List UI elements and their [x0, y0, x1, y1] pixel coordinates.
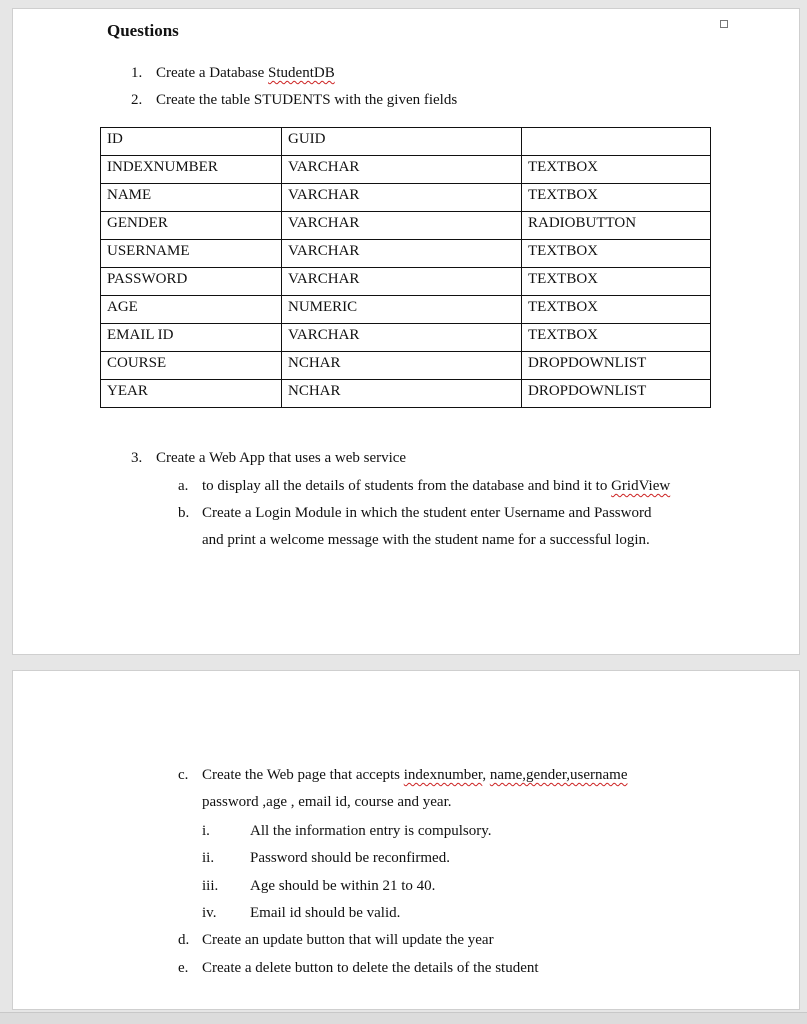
- misspelled-word: indexnumber: [403, 767, 483, 783]
- field-name-cell: GENDER: [101, 212, 282, 240]
- control-type-cell: TEXTBOX: [522, 184, 711, 212]
- sub-item-ii: [202, 849, 450, 867]
- field-type-cell: NCHAR: [282, 352, 522, 380]
- field-name-cell: COURSE: [101, 352, 282, 380]
- list-letter: b.: [178, 505, 190, 521]
- roman-number: iv.: [202, 905, 217, 921]
- question-d: [178, 931, 494, 949]
- table-row: [101, 212, 711, 240]
- roman-number: ii.: [202, 850, 215, 866]
- roman-number: i.: [202, 823, 210, 839]
- table-row: [101, 128, 711, 156]
- list-letter: d.: [178, 932, 190, 948]
- misspelled-word: GridView: [611, 478, 671, 494]
- page-corner-checkbox-icon: [720, 20, 728, 28]
- question-e: [178, 959, 539, 977]
- sub-item-iv: [202, 904, 400, 922]
- field-type-cell: VARCHAR: [282, 184, 522, 212]
- control-type-cell: TEXTBOX: [522, 268, 711, 296]
- list-number: 3.: [131, 450, 143, 466]
- list-letter: c.: [178, 767, 189, 783]
- table-row: [101, 184, 711, 212]
- list-letter: a.: [178, 478, 189, 494]
- field-type-cell: VARCHAR: [282, 240, 522, 268]
- control-type-cell: TEXTBOX: [522, 324, 711, 352]
- table-row: [101, 380, 711, 408]
- viewer-bottom-bar: [0, 1012, 807, 1024]
- question-3a: [178, 477, 670, 495]
- separator-text: ,: [482, 767, 490, 783]
- control-type-cell: DROPDOWNLIST: [522, 380, 711, 408]
- control-type-cell: TEXTBOX: [522, 296, 711, 324]
- control-type-cell: RADIOBUTTON: [522, 212, 711, 240]
- question-text: Create a Login Module in which the student enter Username and Password: [202, 505, 652, 521]
- control-type-cell: [522, 128, 711, 156]
- field-type-cell: NCHAR: [282, 380, 522, 408]
- field-name-cell: ID: [101, 128, 282, 156]
- student-fields-table: [100, 127, 711, 408]
- question-text: Create the table STUDENTS with the given fields: [156, 92, 458, 108]
- field-type-cell: VARCHAR: [282, 212, 522, 240]
- table-row: [101, 324, 711, 352]
- sub-item-text: Email id should be valid.: [250, 905, 401, 921]
- field-name-cell: YEAR: [101, 380, 282, 408]
- table-row: [101, 240, 711, 268]
- field-type-cell: GUID: [282, 128, 522, 156]
- question-c: [178, 766, 627, 784]
- question-text: Create the Web page that accepts: [202, 767, 404, 783]
- field-name-cell: AGE: [101, 296, 282, 324]
- page-heading: Questions: [107, 21, 179, 40]
- question-text: Create an update button that will update the year: [202, 932, 494, 948]
- question-3: [131, 449, 406, 467]
- field-name-cell: USERNAME: [101, 240, 282, 268]
- field-type-cell: NUMERIC: [282, 296, 522, 324]
- sub-item-iii: [202, 877, 435, 895]
- table-row: [101, 268, 711, 296]
- misspelled-word: StudentDB: [268, 65, 335, 81]
- field-name-cell: INDEXNUMBER: [101, 156, 282, 184]
- question-text: Create a delete button to delete the details of the student: [202, 960, 539, 976]
- question-text: Create a Database: [156, 65, 269, 81]
- question-3b: [178, 504, 651, 522]
- table-row: [101, 156, 711, 184]
- document-page-1: [12, 8, 800, 655]
- roman-number: iii.: [202, 878, 219, 894]
- question-3b-continued: and print a welcome message with the student name for a successful login.: [202, 532, 650, 548]
- field-type-cell: VARCHAR: [282, 268, 522, 296]
- question-text: to display all the details of students from the database and bind it to: [202, 478, 612, 494]
- field-type-cell: VARCHAR: [282, 324, 522, 352]
- list-number: 2.: [131, 92, 143, 108]
- field-type-cell: VARCHAR: [282, 156, 522, 184]
- question-c-continued: password ,age , email id, course and year.: [202, 794, 452, 810]
- table-row: [101, 352, 711, 380]
- document-page-2: [12, 670, 800, 1010]
- field-name-cell: EMAIL ID: [101, 324, 282, 352]
- misspelled-word: name,gender,username: [489, 767, 628, 783]
- question-text: Create a Web App that uses a web service: [156, 450, 407, 466]
- question-2: [131, 91, 457, 109]
- sub-item-text: Password should be reconfirmed.: [250, 850, 450, 866]
- control-type-cell: TEXTBOX: [522, 240, 711, 268]
- question-1: [131, 64, 335, 82]
- control-type-cell: TEXTBOX: [522, 156, 711, 184]
- sub-item-text: All the information entry is compulsory.: [250, 823, 492, 839]
- field-name-cell: PASSWORD: [101, 268, 282, 296]
- sub-item-text: Age should be within 21 to 40.: [250, 878, 436, 894]
- list-number: 1.: [131, 65, 143, 81]
- table-row: [101, 296, 711, 324]
- sub-item-i: [202, 822, 492, 840]
- control-type-cell: DROPDOWNLIST: [522, 352, 711, 380]
- field-name-cell: NAME: [101, 184, 282, 212]
- list-letter: e.: [178, 960, 189, 976]
